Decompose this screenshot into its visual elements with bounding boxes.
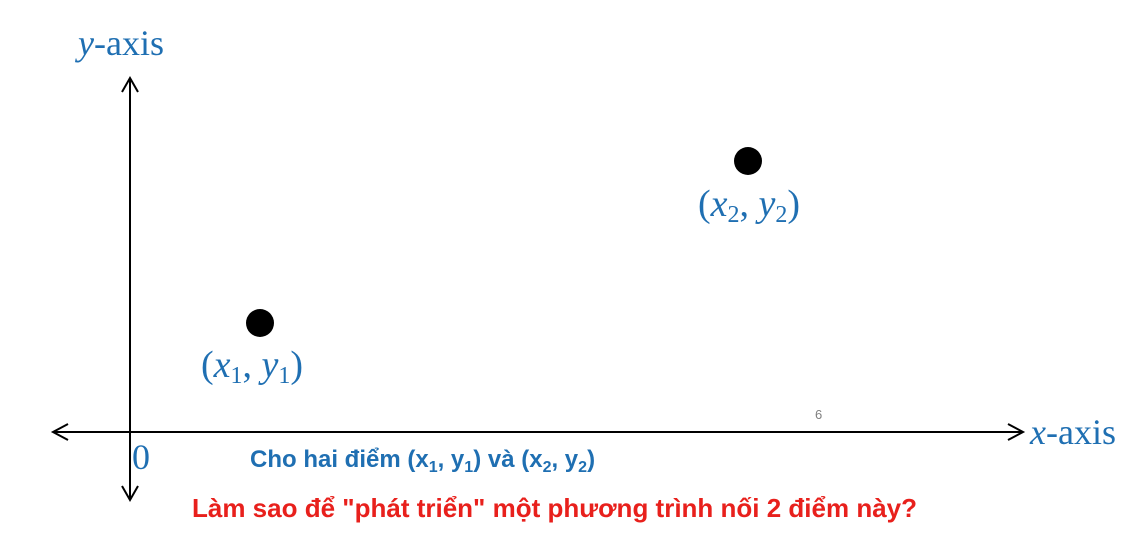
caption-mid-1: , y — [437, 446, 465, 473]
caption — [250, 446, 595, 477]
point-2-label: ($x_2$, $y_2$) — [698, 183, 801, 228]
caption-prefix: Cho hai điểm (x — [250, 446, 429, 473]
point-1-y-var: y — [261, 344, 279, 386]
point-1-y-sub: 1 — [278, 363, 291, 389]
point-1-dot — [246, 309, 274, 337]
point-1-x-var: x — [213, 344, 231, 386]
point-2-x-sub: 2 — [727, 202, 740, 228]
y-axis-label-suffix: -axis — [93, 23, 164, 63]
slide-number: 6 — [815, 407, 823, 422]
x-axis-label-suffix: -axis — [1045, 412, 1116, 452]
point-1-x-sub: 1 — [230, 363, 243, 389]
caption-suffix: ) — [587, 446, 596, 473]
caption-sub-2: 1 — [464, 459, 474, 476]
point-2-y-sub: 2 — [775, 202, 788, 228]
caption-sub-4: 2 — [578, 459, 588, 476]
x-axis-label-var: x — [1030, 412, 1046, 452]
question-text: Làm sao để "phát triển" một phương trình nối 2 điểm này? — [192, 493, 918, 523]
y-axis-label-var: y — [78, 23, 94, 63]
caption-sub-1: 1 — [428, 459, 438, 476]
y-axis-label — [78, 22, 164, 64]
caption-mid-2: ) và (x — [473, 446, 543, 473]
x-axis-label — [1030, 411, 1116, 453]
origin-label: 0 — [132, 437, 150, 477]
point-2-x-var: x — [710, 183, 728, 225]
caption-mid-3: , y — [551, 446, 579, 473]
caption-sub-3: 2 — [542, 459, 552, 476]
point-1-label: ($x_1$, $y_1$) — [201, 344, 304, 389]
point-2-y-var: y — [758, 183, 776, 225]
point-2-dot — [734, 147, 762, 175]
